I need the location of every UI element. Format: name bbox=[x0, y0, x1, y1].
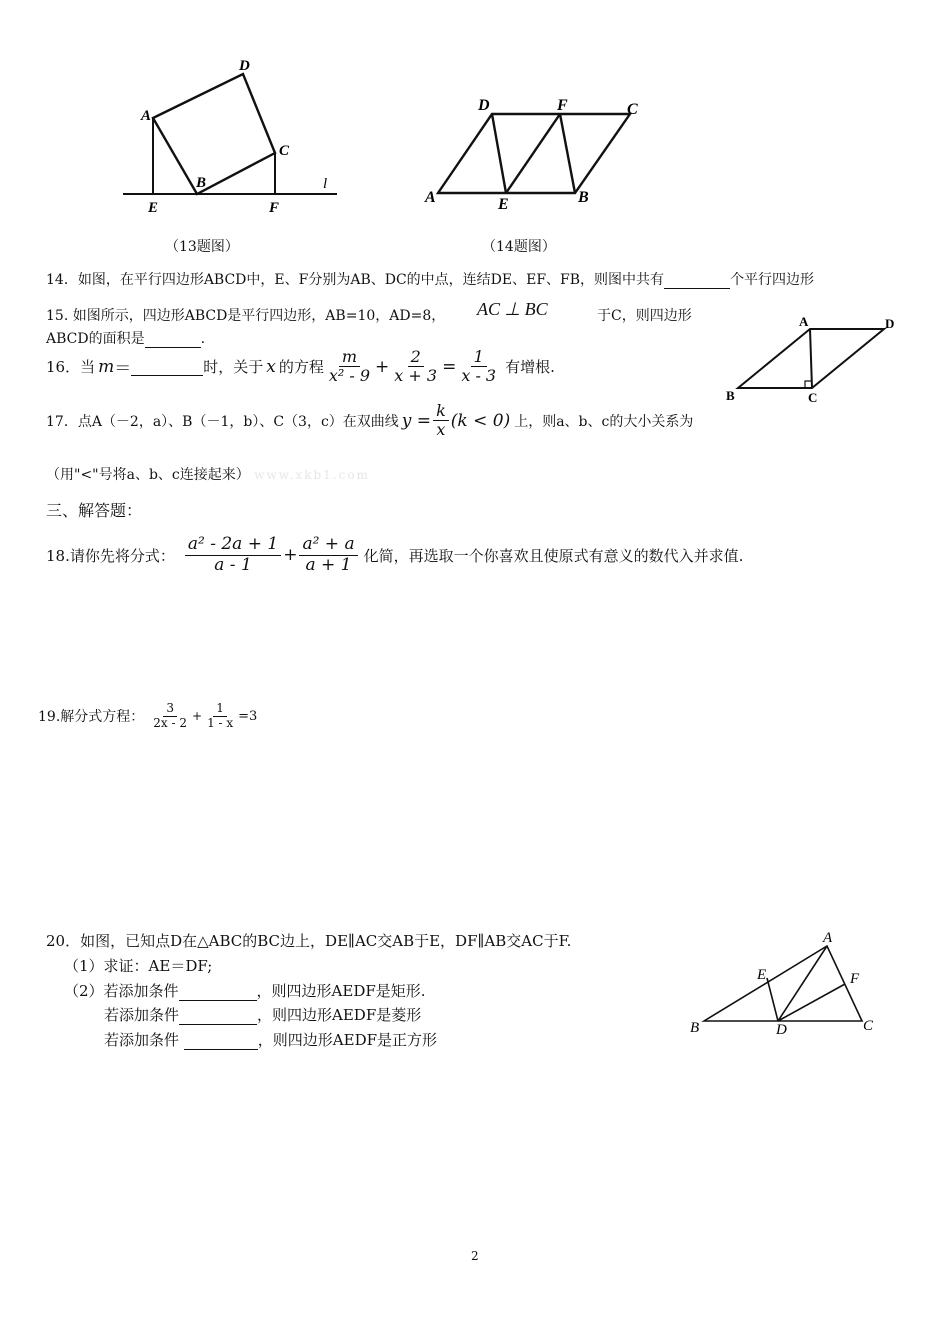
q18-plus: + bbox=[283, 545, 298, 566]
fig13-label-d: D bbox=[239, 58, 250, 74]
q15-after: 于C，则四边形 bbox=[597, 308, 692, 324]
q15-line1: 15. 如图所示，四边形ABCD是平行四边形，AB=10，AD=8， bbox=[46, 308, 446, 324]
q17-den: x bbox=[436, 420, 446, 440]
q20-line5a: 若添加条件 bbox=[104, 1031, 184, 1049]
fig13-label-l: l bbox=[323, 176, 328, 192]
q14-tail: 个平行四边形 bbox=[730, 272, 815, 288]
q16-f1-den: x² - 9 bbox=[328, 366, 371, 386]
q15-line2a: ABCD的面积是 bbox=[46, 331, 145, 347]
q20-line4 bbox=[104, 1004, 421, 1025]
q16-answer-blank[interactable] bbox=[131, 357, 203, 376]
q20-line3 bbox=[64, 980, 426, 1001]
q18-f1-num: a² - 2a + 1 bbox=[185, 535, 281, 556]
question-19 bbox=[38, 702, 257, 731]
q14-text: 14．如图，在平行四边形ABCD中，E、F分别为AB、DC的中点，连结DE、EF、FB，则图中共有 bbox=[46, 272, 665, 288]
fig15-label-c: C bbox=[808, 390, 818, 405]
q20-blank-square[interactable] bbox=[184, 1031, 258, 1050]
q20-blank-rhombus[interactable] bbox=[179, 1006, 257, 1025]
question-18 bbox=[46, 535, 743, 575]
q20-line5b: ，则四边形AEDF是正方形 bbox=[257, 1031, 437, 1049]
q20-line5 bbox=[104, 1029, 437, 1050]
question-16 bbox=[46, 348, 555, 386]
q14-answer-blank[interactable] bbox=[664, 272, 730, 289]
fig14-caption: （14题图） bbox=[482, 239, 556, 255]
fig20-label-b: B bbox=[690, 1020, 700, 1036]
q16-post: 有增根. bbox=[505, 358, 555, 377]
fig20-label-a: A bbox=[823, 930, 833, 946]
q15-line2b: . bbox=[200, 331, 206, 347]
q15-math: AC ⊥ BC bbox=[477, 299, 548, 319]
q17-fraction bbox=[433, 402, 449, 440]
section-3-heading: 三、解答题： bbox=[46, 501, 143, 520]
q20-blank-rectangle[interactable] bbox=[179, 982, 257, 1001]
fig20-label-e: E bbox=[757, 967, 767, 983]
fig14-label-a: A bbox=[425, 189, 436, 206]
page-number: 2 bbox=[471, 1249, 479, 1263]
q16-f1-num: m bbox=[339, 348, 360, 367]
q16-var-m: m bbox=[98, 356, 115, 377]
q18-f1-den: a - 1 bbox=[214, 554, 252, 575]
fig14-label-b: B bbox=[578, 189, 589, 206]
q19-fraction-1 bbox=[150, 702, 190, 731]
q16-pre: 16．当 bbox=[46, 358, 96, 377]
figure-20 bbox=[686, 926, 886, 1041]
q20-line1: 20．如图，已知点D在△ABC的BC边上，DE∥AC交AB于E，DF∥AB交AC于F. bbox=[46, 932, 572, 950]
fig13-label-a: A bbox=[141, 108, 152, 124]
q17-post: 上，则a、b、c的大小关系为 bbox=[514, 413, 694, 430]
q16-mid2: 的方程 bbox=[278, 358, 324, 377]
fig15-label-d: D bbox=[885, 316, 895, 331]
figure-15 bbox=[722, 312, 902, 407]
q16-f3-den: x - 3 bbox=[461, 366, 497, 386]
q19-plus: + bbox=[192, 709, 203, 724]
figure-14 bbox=[420, 92, 650, 217]
fig20-label-f: F bbox=[850, 971, 860, 987]
q16-f2-num: 2 bbox=[408, 348, 424, 367]
fig20-label-d: D bbox=[776, 1022, 787, 1038]
q17-cond: (k < 0) bbox=[450, 410, 511, 431]
fig15-label-b: B bbox=[726, 388, 735, 403]
q18-f2-num: a² + a bbox=[299, 535, 357, 556]
fig15-label-a: A bbox=[799, 314, 809, 329]
fig14-label-f: F bbox=[557, 97, 568, 114]
fig13-label-e: E bbox=[148, 200, 159, 216]
q16-plus: + bbox=[375, 356, 390, 377]
q17-num: k bbox=[433, 402, 449, 421]
q16-mid: 时，关于 bbox=[203, 358, 264, 377]
q16-eq2: = bbox=[442, 356, 457, 377]
fig13-caption: （13题图） bbox=[165, 239, 239, 255]
q17-line2 bbox=[46, 464, 370, 484]
q18-pre: 18.请你先将分式： bbox=[46, 546, 175, 565]
fig13-label-b: B bbox=[196, 175, 207, 191]
fig13-label-f: F bbox=[269, 200, 280, 216]
question-14 bbox=[46, 269, 814, 289]
question-15-line2 bbox=[46, 328, 205, 348]
q19-f2-den: 1 - x bbox=[207, 715, 234, 730]
q16-fraction-3 bbox=[458, 348, 499, 386]
q19-f1-num: 3 bbox=[163, 702, 177, 717]
q17-watermark: www.xkb1.com bbox=[254, 468, 370, 482]
fig13-label-c: C bbox=[279, 143, 290, 159]
question-15-line1 bbox=[46, 305, 445, 325]
q19-post: =3 bbox=[238, 708, 258, 724]
q17-line2-text: （用"<"号将a、b、c连接起来） bbox=[46, 467, 250, 483]
q16-fraction-2 bbox=[391, 348, 440, 386]
q17-pre: 17．点A（－2，a）、B（－1，b）、C（3，c）在双曲线 bbox=[46, 413, 399, 430]
q18-f2-den: a + 1 bbox=[305, 554, 352, 575]
q20-line3a: （2）若添加条件 bbox=[64, 982, 179, 1000]
fig20-label-c: C bbox=[863, 1018, 874, 1034]
fig14-label-c: C bbox=[627, 101, 638, 118]
q20-line4a: 若添加条件 bbox=[104, 1006, 180, 1024]
q16-fraction-1 bbox=[326, 348, 373, 386]
q20-line2: （1）求证：AE＝DF; bbox=[64, 957, 213, 975]
q16-eq: ＝ bbox=[114, 359, 132, 380]
question-17 bbox=[46, 402, 693, 440]
q16-var-x: x bbox=[266, 356, 276, 377]
q16-f2-den: x + 3 bbox=[394, 366, 438, 386]
q18-post: 化简，再选取一个你喜欢且使原式有意义的数代入并求值. bbox=[363, 546, 744, 565]
q20-line4b: ，则四边形AEDF是菱形 bbox=[257, 1006, 422, 1024]
q19-f2-num: 1 bbox=[213, 702, 227, 717]
q20-line3b: ，则四边形AEDF是矩形. bbox=[256, 982, 426, 1000]
q19-fraction-2 bbox=[204, 702, 236, 731]
q16-f3-num: 1 bbox=[471, 348, 487, 367]
figure-13 bbox=[115, 55, 345, 220]
q18-fraction-1 bbox=[185, 535, 281, 575]
q17-y: y = bbox=[401, 410, 432, 431]
q15-answer-blank[interactable] bbox=[145, 331, 201, 348]
fig14-label-d: D bbox=[478, 97, 490, 114]
fig14-label-e: E bbox=[498, 196, 509, 213]
q18-fraction-2 bbox=[299, 535, 357, 575]
q19-pre: 19.解分式方程： bbox=[38, 709, 145, 726]
q19-f1-den: 2x - 2 bbox=[153, 715, 187, 730]
